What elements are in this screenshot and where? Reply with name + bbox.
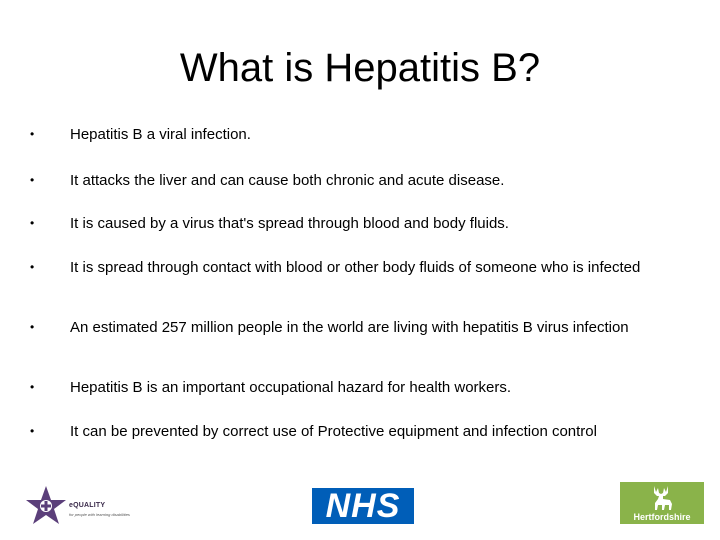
bullet-text: It is spread through contact with blood or other body fluids of someone who is infected [70, 259, 641, 276]
slide-title: What is Hepatitis B? [179, 46, 541, 90]
bullet-item [30, 379, 511, 396]
bullet-marker: • [30, 424, 35, 438]
bullet-item [30, 423, 597, 440]
bullet-item [30, 259, 640, 276]
bullet-marker: • [30, 216, 35, 230]
hertfordshire-name: Hertfordshire [633, 512, 691, 522]
bullet-marker: • [30, 320, 35, 334]
bullet-item [30, 215, 509, 232]
equality-wordmark: eQUALITY [69, 502, 106, 509]
bullet-item [30, 126, 251, 143]
nhs-logo: NHS [312, 488, 414, 524]
bullet-item [30, 172, 504, 189]
bullet-text: It is caused by a virus that's spread through blood and body fluids. [70, 215, 509, 232]
equality-tagline: for people with learning disabilities [69, 512, 130, 517]
bullet-text: Hepatitis B a viral infection. [70, 126, 251, 143]
equality-star-icon [24, 484, 68, 528]
hertfordshire-logo [620, 482, 704, 524]
bullet-text: It can be prevented by correct use of Protective equipment and infection control [70, 423, 597, 440]
bullet-text: An estimated 257 million people in the world are living with hepatitis B virus infection [70, 319, 629, 336]
bullet-text: Hepatitis B is an important occupational hazard for health workers. [70, 379, 512, 396]
stag-icon [644, 484, 680, 512]
bullet-item [30, 319, 629, 336]
bullet-marker: • [30, 260, 35, 274]
bullet-text: It attacks the liver and can cause both chronic and acute disease. [70, 172, 505, 189]
bullet-marker: • [30, 127, 35, 141]
equality-logo [24, 484, 174, 528]
bullet-marker: • [30, 173, 35, 187]
bullet-marker: • [30, 380, 35, 394]
